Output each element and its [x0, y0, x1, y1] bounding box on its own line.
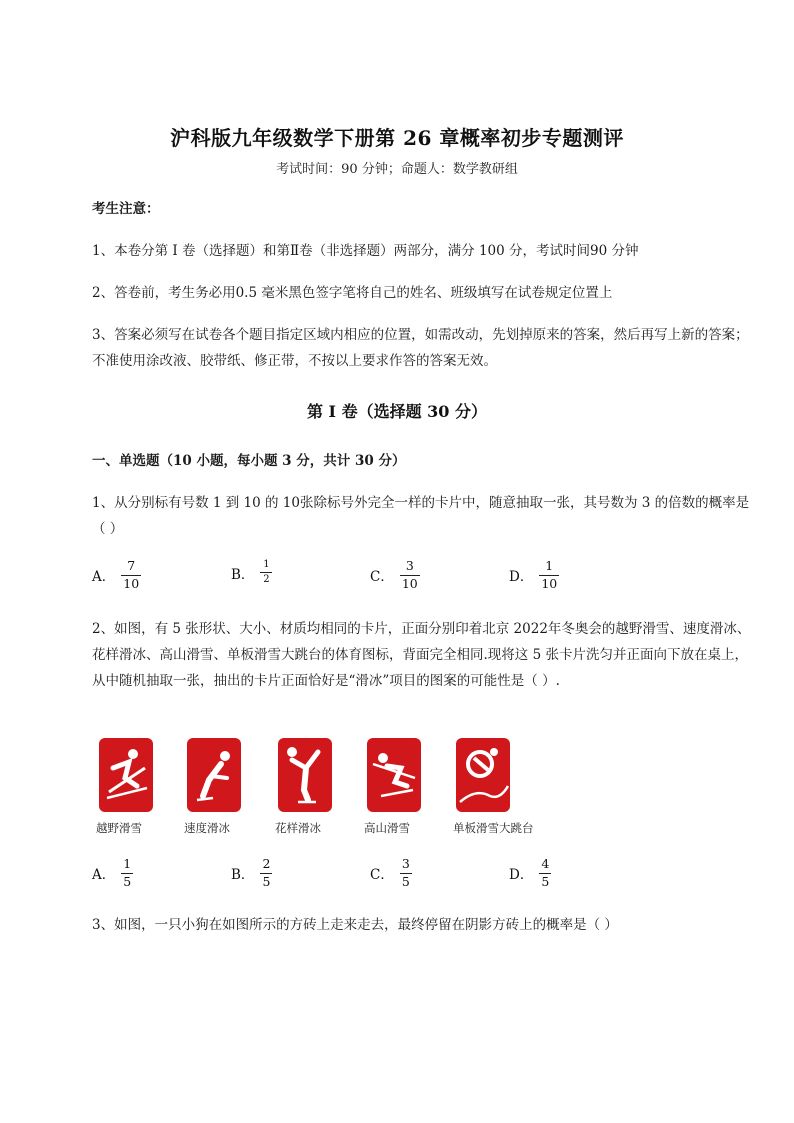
- numerator: 1: [545, 558, 554, 573]
- option-letter: D．: [509, 867, 534, 883]
- option-letter: C．: [370, 867, 394, 883]
- note-item-1: 1、本卷分第 I 卷（选择题）和第Ⅱ卷（非选择题）两部分，满分 100 分，考试时间90 分钟: [92, 243, 639, 259]
- q1-option-d: [509, 560, 559, 590]
- numerator: 2: [262, 856, 271, 871]
- question-2-options: [92, 858, 752, 894]
- icon-label: 高山滑雪: [364, 821, 410, 835]
- fraction: [121, 560, 141, 590]
- part-heading: 一、单选题（10 小题，每小题 3 分，共计 30 分）: [92, 453, 406, 469]
- page-title: 沪科版九年级数学下册第 26 章概率初步专题测评: [170, 126, 624, 150]
- snowboard-big-air-icon: [456, 738, 510, 812]
- fraction: [260, 560, 272, 585]
- icon-card-figure-skating: [275, 738, 365, 836]
- fraction: [400, 560, 420, 590]
- winter-sports-icons: [92, 738, 552, 838]
- denominator: 5: [401, 873, 410, 889]
- note-item-3: 3、答案必须写在试卷各个题目指定区域内相应的位置，如需改动，先划掉原来的答案，然后再写上新的答案；不准使用涂改液、胶带纸、修正带，不按以上要求作答的答案无效。: [92, 327, 749, 369]
- fraction: [400, 858, 412, 888]
- option-letter: D．: [509, 569, 534, 585]
- denominator: 5: [123, 873, 132, 889]
- question-2-text: 2、如图，有 5 张形状、大小、材质均相同的卡片，正面分别印着北京 2022年冬奥会的越野滑雪、速度滑冰、花样滑冰、高山滑雪、单板滑雪大跳台的体育图标，背面完全相同.现将这 5 张卡片洗匀并正面向下放在桌上，从中随机抽取一张，抽出的卡片正面恰好是“滑冰”项目的图案的可能性是（ ）.: [92, 621, 751, 689]
- icon-card-alpine-skiing: [364, 738, 454, 836]
- question-3-text: 3、如图，一只小狗在如图所示的方砖上走来走去，最终停留在阴影方砖上的概率是（ ）: [92, 917, 618, 933]
- fraction: [260, 858, 272, 888]
- icon-card-speed-skating: [184, 738, 274, 836]
- icon-label: 单板滑雪大跳台: [453, 821, 534, 835]
- numerator: 7: [127, 558, 136, 573]
- section-title: 第 I 卷（选择题 30 分）: [306, 402, 488, 421]
- numerator: 3: [401, 856, 410, 871]
- denominator: 5: [541, 873, 550, 889]
- icon-card-cross-country: [96, 738, 186, 836]
- q2-option-b: [231, 858, 272, 888]
- denominator: 5: [262, 873, 271, 889]
- numerator: 1: [123, 856, 132, 871]
- fraction: [539, 560, 559, 590]
- q1-option-b: [231, 560, 272, 585]
- denominator: 2: [263, 574, 270, 585]
- cross-country-skiing-icon: [99, 738, 153, 812]
- figure-skating-icon: [278, 738, 332, 812]
- icon-label: 越野滑雪: [96, 821, 142, 835]
- alpine-skiing-icon: [367, 738, 421, 812]
- speed-skating-icon: [187, 738, 241, 812]
- numerator: 3: [405, 558, 414, 573]
- option-letter: B．: [231, 867, 255, 883]
- denominator: 10: [401, 575, 418, 591]
- notes-heading: 考生注意：: [92, 201, 160, 217]
- icon-label: 速度滑冰: [184, 821, 230, 835]
- option-letter: A．: [92, 867, 116, 883]
- q2-option-d: [509, 858, 551, 888]
- icon-label: 花样滑冰: [275, 821, 321, 835]
- note-item-2: 2、答卷前，考生务必用0.5 毫米黑色签字笔将自己的姓名、班级填写在试卷规定位置上: [92, 285, 613, 301]
- q2-option-c: [370, 858, 412, 888]
- denominator: 10: [123, 575, 140, 591]
- option-letter: B．: [231, 566, 255, 583]
- denominator: 10: [541, 575, 558, 591]
- numerator: 1: [263, 559, 270, 570]
- fraction: [539, 858, 551, 888]
- option-letter: A．: [92, 569, 116, 585]
- q2-option-a: [92, 858, 133, 888]
- question-1-text: 1、从分别标有号数 1 到 10 的 10张除标号外完全一样的卡片中，随意抽取一张，其号数为 3 的倍数的概率是（ ）: [92, 495, 750, 537]
- numerator: 4: [541, 856, 550, 871]
- q1-option-c: [370, 560, 420, 590]
- question-1-options: [92, 560, 752, 596]
- page-subtitle: 考试时间：90 分钟；命题人：数学教研组: [276, 162, 518, 177]
- q1-option-a: [92, 560, 141, 590]
- icon-card-snowboard-big-air: [453, 738, 543, 836]
- option-letter: C．: [370, 569, 394, 585]
- fraction: [121, 858, 133, 888]
